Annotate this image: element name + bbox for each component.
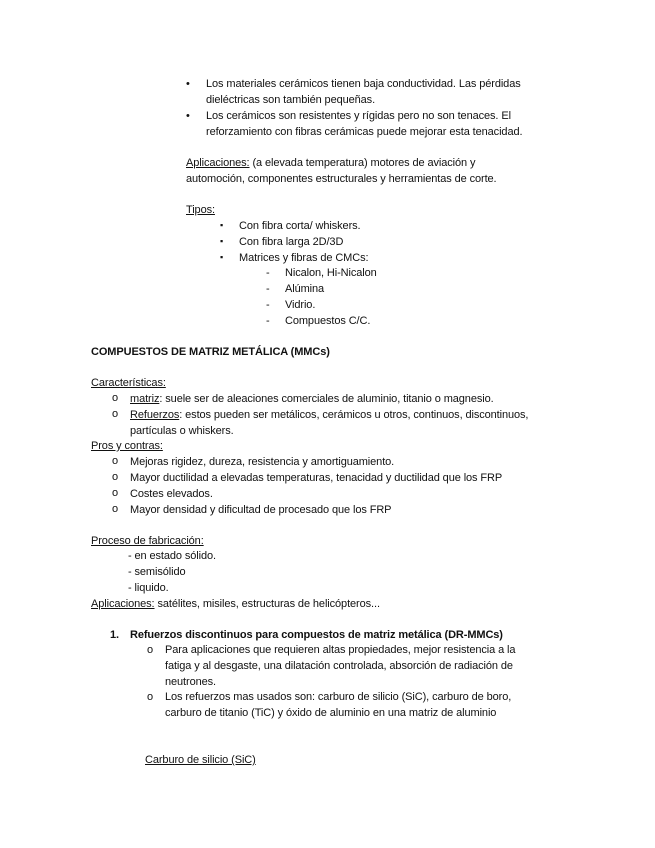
ceramic-bullet-1-line1: Los materiales cerámicos tienen baja conductividad. Las pérdidas [206, 78, 521, 90]
sic-heading: Carburo de silicio (SiC) [145, 754, 256, 766]
square-bullet: ▪ [220, 252, 224, 262]
proceso-item-3: - liquido. [128, 582, 169, 594]
cmc-aplicaciones-line2: automoción, componentes estructurales y herramientas de corte. [186, 173, 497, 185]
ceramic-bullet-1-line2: dieléctricas son también pequeñas. [206, 94, 376, 106]
bullet-marker: • [186, 78, 190, 90]
tipos-subitem-3: Vidrio. [285, 299, 316, 311]
car-item-2: Refuerzos: estos pueden ser metálicos, cerámicos u otros, continuos, discontinuos, [130, 409, 529, 421]
car-item-2-line2: partículas o whiskers. [130, 425, 234, 437]
circle-bullet: o [147, 691, 154, 703]
ceramic-bullet-2-line2: reforzamiento con fibras cerámicas puede mejorar esta tenacidad. [206, 126, 523, 138]
pros-item-4: Mayor densidad y dificultad de procesado que los FRP [130, 504, 392, 516]
pros-item-3: Costes elevados. [130, 488, 213, 500]
dash-marker: - [266, 267, 270, 279]
drmmc-item-2-line1: Los refuerzos mas usados son: carburo de silicio (SiC), carburo de boro, [165, 691, 512, 703]
dash-marker: - [266, 315, 270, 327]
dash-marker: - [266, 299, 270, 311]
pros-label: Pros y contras: [91, 440, 163, 452]
tipos-item-1: Con fibra corta/ whiskers. [239, 220, 361, 232]
circle-bullet: o [112, 455, 119, 467]
mmc-heading: COMPUESTOS DE MATRIZ METÁLICA (MMCs) [91, 346, 330, 358]
caracteristicas-label: Características: [91, 377, 166, 389]
tipos-subitem-4: Compuestos C/C. [285, 315, 371, 327]
ceramic-bullet-2-line1: Los cerámicos son resistentes y rígidas pero no son tenaces. El [206, 110, 511, 122]
mmc-aplicaciones: Aplicaciones: satélites, misiles, estructuras de helicópteros... [91, 598, 380, 610]
drmmc-item-1-line3: neutrones. [165, 676, 216, 688]
drmmc-number: 1. [110, 629, 119, 641]
cmc-aplicaciones-label: Aplicaciones: [186, 157, 250, 169]
drmmc-heading: Refuerzos discontinuos para compuestos de matriz metálica (DR-MMCs) [130, 629, 503, 641]
pros-item-1: Mejoras rigidez, dureza, resistencia y amortiguamiento. [130, 456, 395, 468]
drmmc-item-1-line2: fatiga y al desgaste, una dilatación controlada, absorción de radiación de [165, 660, 513, 672]
dash-marker: - [266, 283, 270, 295]
circle-bullet: o [112, 471, 119, 483]
drmmc-item-1-line1: Para aplicaciones que requieren altas propiedades, mejor resistencia a la [165, 644, 516, 656]
pros-item-2: Mayor ductilidad a elevadas temperaturas, tenacidad y ductilidad que los FRP [130, 472, 503, 484]
circle-bullet: o [112, 487, 119, 499]
proceso-label: Proceso de fabricación: [91, 535, 204, 547]
tipos-item-2: Con fibra larga 2D/3D [239, 236, 344, 248]
circle-bullet: o [112, 392, 119, 404]
tipos-item-3: Matrices y fibras de CMCs: [239, 252, 369, 264]
bullet-marker: • [186, 110, 190, 122]
car-item-1: matriz: suele ser de aleaciones comerciales de aluminio, titanio o magnesio. [130, 393, 494, 405]
circle-bullet: o [147, 644, 154, 656]
circle-bullet: o [112, 408, 119, 420]
cmc-aplicaciones-line1: Aplicaciones: (a elevada temperatura) motores de aviación y [186, 157, 476, 169]
tipos-subitem-2: Alúmina [285, 283, 325, 295]
cmc-tipos-label: Tipos: [186, 204, 215, 216]
circle-bullet: o [112, 503, 119, 515]
drmmc-item-2-line2: carburo de titanio (TiC) y óxido de aluminio en una matriz de aluminio [165, 707, 497, 719]
square-bullet: ▪ [220, 236, 224, 246]
tipos-subitem-1: Nicalon, Hi-Nicalon [285, 267, 377, 279]
square-bullet: ▪ [220, 220, 224, 230]
proceso-item-1: - en estado sólido. [128, 550, 216, 562]
proceso-item-2: - semisólido [128, 566, 186, 578]
